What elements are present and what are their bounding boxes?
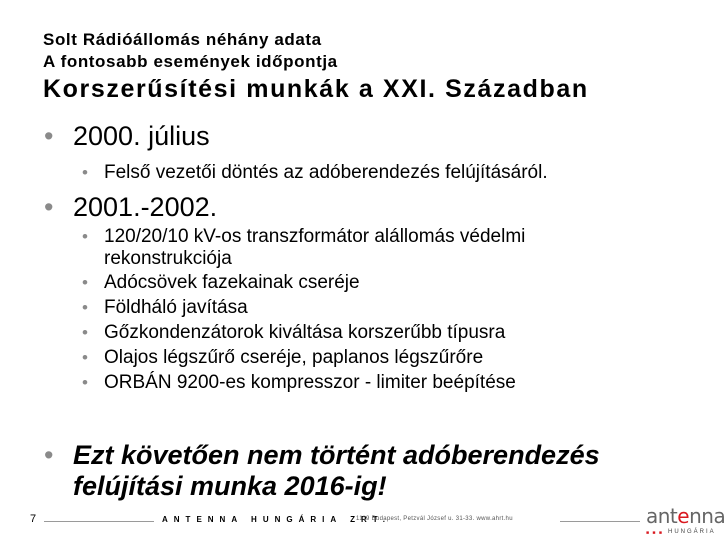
- list-item-text: rekonstrukciója: [104, 248, 232, 269]
- logo-subtitle: HUNGÁRIA: [668, 529, 716, 535]
- bullet-icon: •: [82, 323, 88, 342]
- list-item-text: Adócsövek fazekainak cseréje: [104, 272, 360, 293]
- bullet-icon: •: [82, 273, 88, 292]
- footer-brand: ANTENNA HUNGÁRIA ZRT.: [162, 515, 391, 524]
- list-item-text: Gőzkondenzátorok kiváltása korszerűbb típusra: [104, 322, 506, 343]
- bullet-icon: •: [82, 227, 88, 246]
- section-label: 2001.-2002.: [73, 192, 218, 222]
- conclusion-text: Ezt követően nem történt adóberendezés felújítási munka 2016-ig!: [73, 440, 600, 501]
- list-item-text: ORBÁN 9200-es kompresszor - limiter beépítése: [104, 372, 516, 393]
- bullet-icon: •: [82, 163, 88, 182]
- footer-divider: [44, 521, 154, 522]
- bullet-icon: •: [82, 298, 88, 317]
- list-item-text: Felső vezetői döntés az adóberendezés felújításáról.: [104, 162, 548, 183]
- bullet-icon: •: [44, 121, 54, 151]
- section-label: 2000. július: [73, 121, 210, 151]
- antenna-hungaria-logo: [646, 504, 725, 536]
- footer-divider: [560, 521, 640, 522]
- header-line-1: Solt Rádióállomás néhány adata: [43, 30, 322, 49]
- bullet-icon: •: [82, 373, 88, 392]
- footer-address: 1119 Budapest, Petzvál József u. 31-33. www.ahrt.hu: [356, 516, 513, 522]
- list-item-text: Földháló javítása: [104, 297, 248, 318]
- page-number: 7: [30, 513, 37, 525]
- list-item-text: Olajos légszűrő cseréje, paplanos légszűrőre: [104, 347, 484, 368]
- bullet-icon: •: [82, 348, 88, 367]
- slide-title: Korszerűsítési munkák a XXI. Században: [43, 75, 589, 103]
- bullet-icon: •: [44, 192, 54, 222]
- list-item-text: 120/20/10 kV-os transzformátor alállomás védelmi: [104, 226, 526, 247]
- logo-wordmark: antenna: [646, 504, 725, 528]
- bullet-icon: •: [44, 440, 54, 470]
- header-line-2: A fontosabb események időpontja: [43, 52, 338, 71]
- logo-dots-icon: ■ ■ ■: [646, 530, 663, 536]
